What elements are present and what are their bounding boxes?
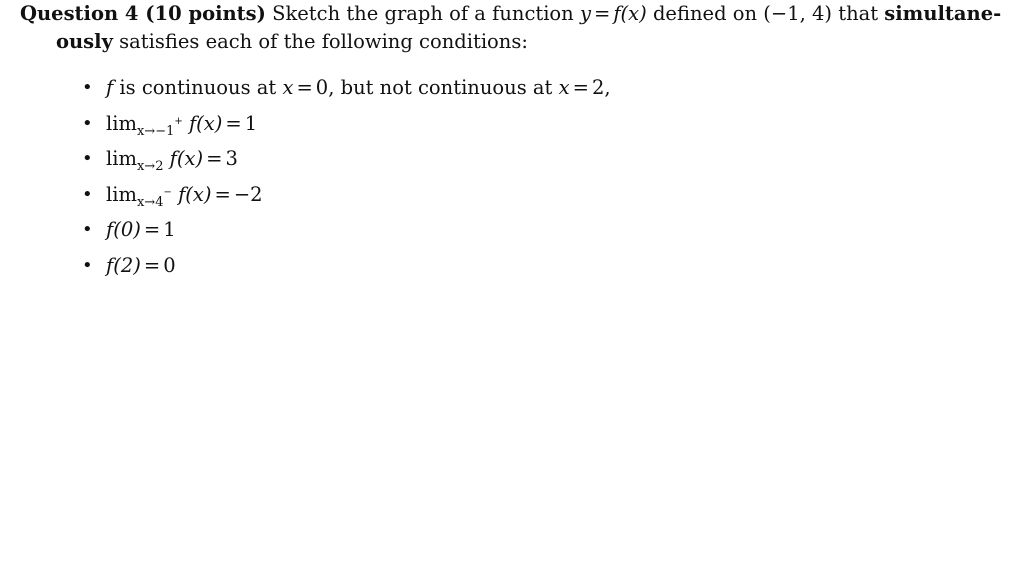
condition-item xyxy=(82,248,611,284)
bold-word-part2: ously xyxy=(56,30,113,53)
condition-item xyxy=(82,70,611,106)
function-f: f xyxy=(106,76,114,99)
lim-subscript: x→2 xyxy=(136,159,164,174)
lim-superscript: + xyxy=(174,115,183,127)
value: 0 xyxy=(163,253,176,277)
lim-subscript: x→−1 xyxy=(136,123,175,139)
question-text-part4: satisfies each of the following conditions: xyxy=(119,30,528,53)
function-fx: f(x) xyxy=(613,2,647,25)
lim-operator: lim xyxy=(106,147,137,170)
x-variable: x xyxy=(282,76,294,99)
equals-sign: = xyxy=(296,76,313,99)
limit-value: −2 xyxy=(233,182,263,206)
x-variable-2: x xyxy=(558,76,570,99)
equals-sign-2: = xyxy=(572,76,589,99)
equals-sign: = xyxy=(225,111,242,135)
lim-subscript: x→4 xyxy=(136,194,164,210)
function-value: f(0) xyxy=(106,218,141,241)
lim-superscript: − xyxy=(163,186,172,198)
question-heading: Question 4 (10 points) xyxy=(20,2,266,25)
condition-text-2: 0, but not continuous at xyxy=(315,76,553,99)
function-fx: f(x) xyxy=(188,111,223,135)
question-text-part3: that xyxy=(838,2,879,25)
function-value: f(2) xyxy=(106,253,141,277)
lim-operator: lim xyxy=(106,111,137,135)
condition-item xyxy=(82,141,611,177)
limit-value: 1 xyxy=(244,111,258,135)
lim-operator: lim xyxy=(106,182,137,206)
equals-sign: = xyxy=(206,147,223,170)
conditions-list xyxy=(82,70,611,283)
interval: (−1, 4) xyxy=(763,2,833,25)
limit-value: 3 xyxy=(225,147,238,170)
equals-sign: = xyxy=(214,182,231,206)
bullet-icon: • xyxy=(82,219,93,240)
equals-sign: = xyxy=(593,2,611,25)
question-text-part1: Sketch the graph of a function xyxy=(272,2,574,25)
bullet-icon: • xyxy=(82,148,93,169)
function-fx: f(x) xyxy=(169,147,204,170)
condition-item xyxy=(82,177,611,213)
bold-word-part1: simultane- xyxy=(884,2,1002,25)
condition-text: is continuous at xyxy=(119,76,277,99)
y-variable: y xyxy=(579,2,591,25)
question-line2 xyxy=(20,28,1010,56)
condition-item xyxy=(82,212,611,248)
bullet-icon: • xyxy=(82,112,93,134)
equals-sign: = xyxy=(143,253,161,277)
bullet-icon: • xyxy=(82,77,93,98)
equals-sign: = xyxy=(143,218,161,241)
bullet-icon: • xyxy=(82,254,93,276)
value: 1 xyxy=(163,218,176,241)
question-text-part2: defined on xyxy=(652,2,758,25)
function-fx: f(x) xyxy=(178,182,212,206)
bullet-icon: • xyxy=(82,183,93,205)
question-text xyxy=(20,0,1010,56)
condition-value: 2, xyxy=(591,76,611,99)
condition-item xyxy=(82,106,611,142)
